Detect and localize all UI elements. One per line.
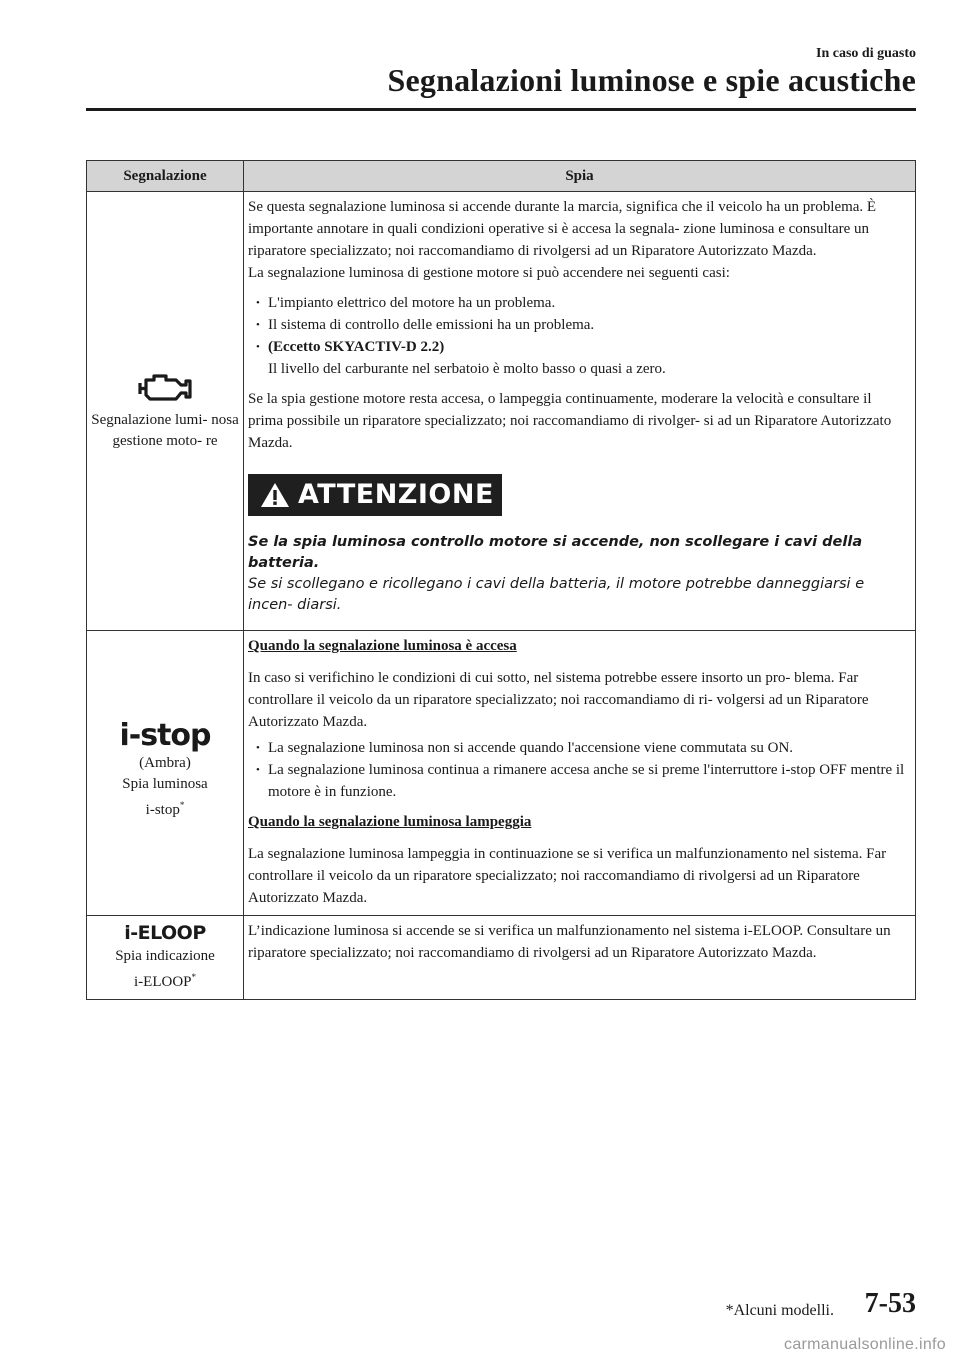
list-item bbox=[248, 336, 909, 380]
list-item: • Il sistema di controllo delle emissioni ha un problema. bbox=[248, 314, 909, 336]
signal-label-line: Spia indicazione bbox=[115, 948, 215, 964]
page-title: Segnalazioni luminose e spie acustiche bbox=[387, 62, 916, 98]
header-spia: Spia bbox=[244, 161, 916, 192]
footnote: *Alcuni modelli. bbox=[725, 1302, 834, 1319]
paragraph: Se la spia gestione motore resta accesa, o lampeggia continuamente, moderare la velocità e consultare il prima possibile un riparatore specializzato; noi raccomandiamo di rivolger- si ad un Riparatore Autorizzato Mazda. bbox=[248, 391, 892, 451]
paragraph: Se questa segnalazione luminosa si accende durante la marcia, significa che il veicolo ha un problema. È importante annotare in quali condizioni operative si è accesa la segnala- zione luminosa e consultare un riparatore specializzato; noi raccomandiamo di rivolgersi ad un Riparatore Autorizzato Mazda. bbox=[248, 199, 877, 259]
subheading: Quando la segnalazione luminosa lampeggia bbox=[248, 814, 532, 830]
description-cell bbox=[244, 192, 916, 631]
list-item: • La segnalazione luminosa continua a rimanere accesa anche se si preme l'interruttore i-stop OFF mentre il motore è in funzione. bbox=[248, 759, 909, 803]
table-row bbox=[87, 631, 916, 916]
list-item-text: Il livello del carburante nel serbatoio è molto basso o quasi a zero. bbox=[268, 361, 666, 377]
istop-icon: i-stop bbox=[119, 718, 211, 753]
warning-lights-table bbox=[86, 160, 916, 1000]
list-item-heading: (Eccetto SKYACTIV-D 2.2) bbox=[268, 339, 445, 355]
paragraph: In caso si verifichino le condizioni di cui sotto, nel sistema potrebbe essere insorto un pro- blema. Far controllare il veicolo da un riparatore specializzato; noi raccomandiamo di ri- volgersi ad un Riparatore Autorizzato Mazda. bbox=[248, 670, 869, 730]
list-item: • L'impianto elettrico del motore ha un problema. bbox=[248, 292, 909, 314]
bullet-list bbox=[248, 292, 909, 380]
caution-label: ATTENZIONE bbox=[298, 479, 494, 510]
signal-label-line: (Ambra) bbox=[139, 755, 191, 771]
signal-cell bbox=[87, 631, 244, 916]
paragraph: L’indicazione luminosa si accende se si verifica un malfunzionamento nel sistema i-ELOOP. Consultare un riparatore specializzato; noi raccomandiamo di rivolgersi ad un Riparatore Autorizzato Mazda. bbox=[248, 923, 891, 961]
ieloop-icon: i-ELOOP bbox=[124, 922, 206, 944]
watermark: carmanualsonline.info bbox=[784, 1336, 946, 1353]
caution-bold-text: Se la spia luminosa controllo motore si accende, non scollegare i cavi della batteria. bbox=[248, 534, 863, 571]
signal-cell bbox=[87, 192, 244, 631]
paragraph: La segnalazione luminosa lampeggia in continuazione se si verifica un malfunzionamento nel sistema. Far controllare il veicolo da un riparatore specializzato; noi raccomandiamo di rivolgersi ad un Riparatore Autorizzato Mazda. bbox=[248, 846, 887, 906]
table-row bbox=[87, 192, 916, 631]
table-row bbox=[87, 916, 916, 1000]
signal-label-line: i-ELOOP bbox=[134, 974, 192, 990]
signal-cell bbox=[87, 916, 244, 1000]
description-cell bbox=[244, 631, 916, 916]
paragraph: La segnalazione luminosa di gestione motore si può accendere nei seguenti casi: bbox=[248, 265, 730, 281]
header-rule bbox=[86, 108, 916, 111]
asterisk: * bbox=[179, 800, 185, 810]
check-engine-icon bbox=[136, 370, 194, 404]
signal-label: Segnalazione lumi- nosa gestione moto- re bbox=[91, 412, 239, 449]
section-heading: In caso di guasto bbox=[816, 46, 916, 61]
caution-regular-text: Se si scollegano e ricollegano i cavi della batteria, il motore potrebbe danneggiarsi e incen- diarsi. bbox=[248, 576, 865, 613]
subheading: Quando la segnalazione luminosa è accesa bbox=[248, 638, 517, 654]
page-number: 7-53 bbox=[864, 1288, 916, 1319]
warning-triangle-icon bbox=[260, 482, 290, 508]
table-header-row bbox=[87, 161, 916, 192]
caution-text bbox=[248, 532, 909, 616]
bullet-list bbox=[248, 737, 909, 803]
list-item: • La segnalazione luminosa non si accende quando l'accensione viene commutata su ON. bbox=[248, 737, 909, 759]
signal-label bbox=[91, 946, 239, 993]
signal-label bbox=[91, 753, 239, 821]
asterisk: * bbox=[191, 972, 196, 982]
signal-label-line: i-stop bbox=[145, 802, 180, 818]
header-segnalazione: Segnalazione bbox=[87, 161, 244, 192]
caution-banner bbox=[248, 474, 502, 516]
description-cell bbox=[244, 916, 916, 1000]
signal-label-line: Spia luminosa bbox=[122, 776, 208, 792]
